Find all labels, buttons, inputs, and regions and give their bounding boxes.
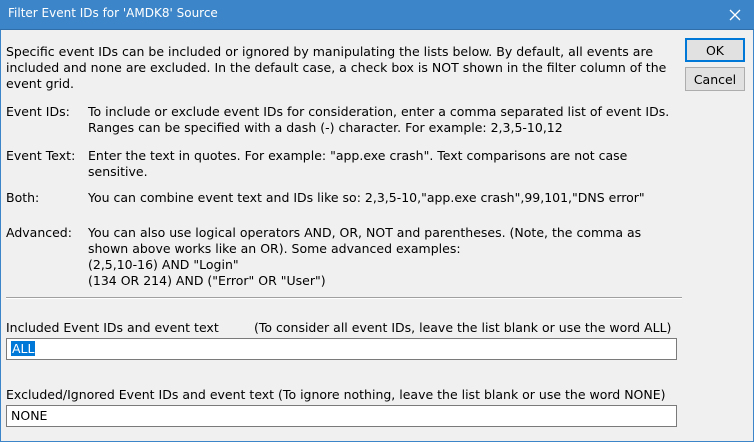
included-hint: (To consider all event IDs, leave the list blank or use the word ALL) xyxy=(254,320,672,335)
included-input[interactable] xyxy=(6,338,677,360)
event-text-label: Event Text: xyxy=(6,148,76,163)
event-ids-label: Event IDs: xyxy=(6,104,70,119)
intro-line: included and none are excluded. In the default case, a check box is NOT shown in the filter column of the xyxy=(6,60,667,75)
intro-line: event grid. xyxy=(6,76,75,91)
both-label: Both: xyxy=(6,190,40,205)
intro-text xyxy=(6,44,678,92)
help-line: Ranges can be specified with a dash (-) character. For example: 2,3,5-10,12 xyxy=(88,120,563,135)
intro-line: Specific event IDs can be included or ignored by manipulating the lists below. By default, all events are xyxy=(6,44,654,59)
excluded-input-value: NONE xyxy=(11,408,48,423)
close-button[interactable] xyxy=(716,0,754,29)
included-label: Included Event IDs and event text xyxy=(6,320,219,335)
help-line: (134 OR 214) AND ("Error" OR "User") xyxy=(88,273,326,288)
help-line: You can also use logical operators AND, OR, NOT and parentheses. (Note, the comma as xyxy=(88,225,642,240)
help-line: shown above works like an OR). Some advanced examples: xyxy=(88,241,461,256)
help-line: You can combine event text and IDs like so: 2,3,5-10,"app.exe crash",99,101,"DNS error" xyxy=(88,190,645,205)
help-line: To include or exclude event IDs for consideration, enter a comma separated list of event IDs. xyxy=(88,104,670,119)
cancel-button[interactable]: Cancel xyxy=(685,67,745,91)
ok-button[interactable]: OK xyxy=(685,38,745,62)
included-input-value: ALL xyxy=(12,341,35,356)
excluded-label: Excluded/Ignored Event IDs and event text (To ignore nothing, leave the list blank or use the word NONE) xyxy=(6,387,666,402)
help-line: (2,5,10-16) AND "Login" xyxy=(88,257,239,272)
help-line: Enter the text in quotes. For example: "app.exe crash". Text comparisons are not case xyxy=(88,148,628,163)
divider xyxy=(6,297,682,299)
event-ids-help xyxy=(88,104,678,136)
advanced-help xyxy=(88,225,678,289)
window-title: Filter Event IDs for 'AMDK8' Source xyxy=(8,6,218,20)
event-text-help xyxy=(88,148,678,180)
close-icon xyxy=(729,9,741,21)
both-help xyxy=(88,190,678,206)
advanced-label: Advanced: xyxy=(6,225,72,240)
help-line: sensitive. xyxy=(88,164,148,179)
title-bar[interactable] xyxy=(0,0,754,30)
excluded-input[interactable] xyxy=(6,405,677,427)
